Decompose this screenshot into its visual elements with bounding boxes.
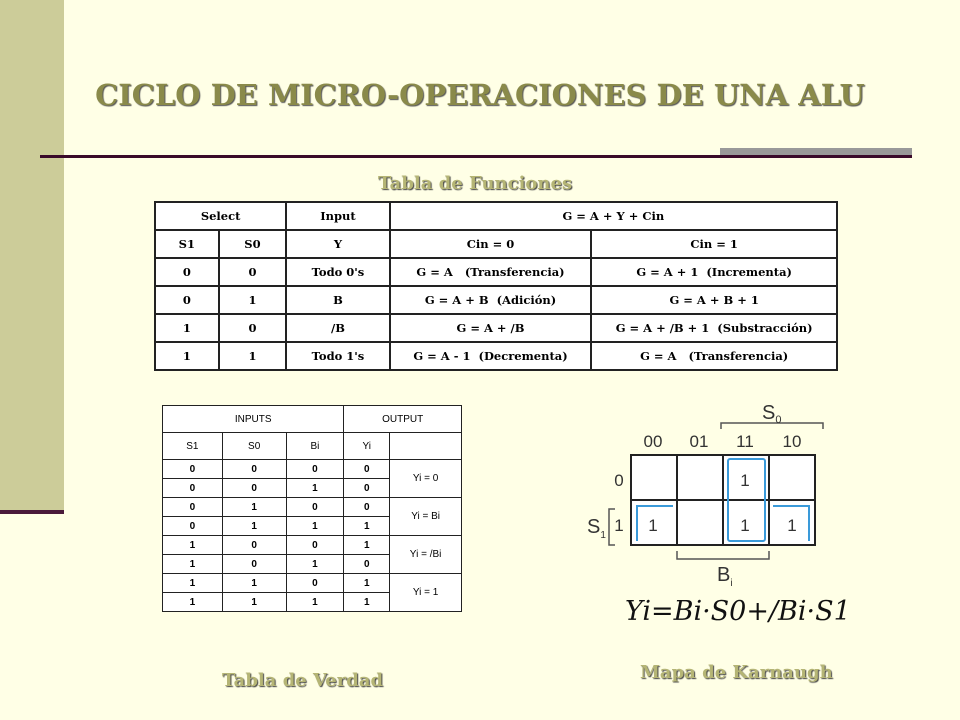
col-label: 01 — [689, 432, 709, 451]
cell-s0: 1 — [222, 574, 286, 593]
cell-s0: 0 — [222, 479, 286, 498]
cell-bi: 1 — [286, 593, 344, 612]
col-var-label: $S_0$ — [762, 402, 782, 426]
cell-yi: 1 — [344, 593, 390, 612]
function-table-subheader — [155, 230, 837, 258]
header-input: Input — [286, 202, 389, 230]
header-bi: Bi — [286, 433, 344, 460]
cell-yi: 0 — [344, 460, 390, 479]
table-row — [155, 314, 837, 342]
row-label: 0 — [614, 471, 624, 490]
header-g-formula: G = A + Y + Cin — [390, 202, 837, 230]
karnaugh-map — [585, 395, 875, 635]
header-yi: Yi — [344, 433, 390, 460]
cell-y: B — [286, 286, 389, 314]
kmap-caption: Mapa de Karnaugh — [640, 662, 833, 683]
cell-s1: 0 — [163, 517, 223, 536]
truth-table — [162, 405, 462, 612]
cell-s1: 0 — [163, 479, 223, 498]
truth-table-subheader — [163, 433, 462, 460]
col-label: 11 — [736, 432, 754, 451]
table-row — [155, 342, 837, 370]
cell-yi: 0 — [344, 479, 390, 498]
table-row — [163, 498, 462, 517]
cell-s0: 1 — [222, 593, 286, 612]
col-label: 00 — [643, 432, 663, 451]
header-s1: S1 — [163, 433, 223, 460]
cell-y: Todo 1's — [286, 342, 389, 370]
truth-table-caption: Tabla de Verdad — [222, 670, 384, 691]
cell-bi: 0 — [286, 536, 344, 555]
cell-s1: 1 — [163, 593, 223, 612]
col-label: 10 — [782, 432, 802, 451]
cell-cin0: G = A - 1 (Decrementa) — [390, 342, 592, 370]
header-inputs: INPUTS — [163, 406, 344, 433]
cell-s1: 0 — [155, 286, 219, 314]
header-s1: S1 — [155, 230, 219, 258]
cell-bi: 0 — [286, 574, 344, 593]
cell-yi: 0 — [344, 498, 390, 517]
cell-cin0: G = A + /B — [390, 314, 592, 342]
header-y: Y — [286, 230, 389, 258]
cell-yi: 0 — [344, 555, 390, 574]
kmap-cell: 1 — [740, 516, 750, 535]
header-s0: S0 — [219, 230, 287, 258]
truth-table-header — [163, 406, 462, 433]
cell-output: Yi = 1 — [390, 574, 462, 612]
cell-s1: 0 — [163, 460, 223, 479]
sidebar-accent-line — [0, 510, 64, 514]
bi-bracket — [677, 551, 769, 559]
header-empty — [390, 433, 462, 460]
header-output: OUTPUT — [344, 406, 462, 433]
header-select: Select — [155, 202, 286, 230]
cell-s1: 1 — [163, 555, 223, 574]
table-row — [163, 574, 462, 593]
function-table-header — [155, 202, 837, 230]
table-row — [155, 258, 837, 286]
title-rule — [40, 155, 912, 158]
table-row — [163, 536, 462, 555]
cell-s1: 0 — [163, 498, 223, 517]
cell-s0: 0 — [222, 555, 286, 574]
cell-bi: 0 — [286, 460, 344, 479]
cell-cin1: G = A (Transferencia) — [591, 342, 837, 370]
header-cin0: Cin = 0 — [390, 230, 592, 258]
cell-s1: 0 — [155, 258, 219, 286]
cell-s1: 1 — [155, 314, 219, 342]
bottom-var-label: $B_i$ — [717, 564, 733, 589]
cell-y: Todo 0's — [286, 258, 389, 286]
cell-s0: 0 — [222, 460, 286, 479]
cell-output: Yi = 0 — [390, 460, 462, 498]
cell-cin0: G = A (Transferencia) — [390, 258, 592, 286]
cell-output: Yi = /Bi — [390, 536, 462, 574]
cell-s0: 1 — [222, 517, 286, 536]
kmap-equation: Yi=Bi·S0+/Bi·S1 — [625, 596, 851, 627]
cell-s0: 0 — [219, 258, 287, 286]
header-s0: S0 — [222, 433, 286, 460]
cell-output: Yi = Bi — [390, 498, 462, 536]
cell-cin0: G = A + B (Adición) — [390, 286, 592, 314]
cell-yi: 1 — [344, 536, 390, 555]
cell-cin1: G = A + 1 (Incrementa) — [591, 258, 837, 286]
cell-y: /B — [286, 314, 389, 342]
kmap-cell: 1 — [740, 471, 750, 490]
cell-bi: 1 — [286, 517, 344, 536]
left-sidebar-band — [0, 0, 64, 514]
cell-bi: 1 — [286, 555, 344, 574]
cell-s1: 1 — [163, 574, 223, 593]
row-var-label: $S_1$ — [587, 516, 606, 541]
cell-cin1: G = A + B + 1 — [591, 286, 837, 314]
table-row — [163, 460, 462, 479]
kmap-cell: 1 — [648, 516, 658, 535]
cell-cin1: G = A + /B + 1 (Substracción) — [591, 314, 837, 342]
cell-s0: 1 — [219, 342, 287, 370]
table-row — [155, 286, 837, 314]
header-cin1: Cin = 1 — [591, 230, 837, 258]
kmap-cell: 1 — [787, 516, 797, 535]
cell-yi: 1 — [344, 517, 390, 536]
cell-s0: 0 — [222, 536, 286, 555]
function-table — [154, 201, 838, 371]
slide-title: CICLO DE MICRO-OPERACIONES DE UNA ALU — [95, 78, 865, 112]
cell-s1: 1 — [155, 342, 219, 370]
cell-s0: 1 — [222, 498, 286, 517]
cell-s1: 1 — [163, 536, 223, 555]
func-table-caption: Tabla de Funciones — [378, 173, 573, 194]
cell-yi: 1 — [344, 574, 390, 593]
cell-bi: 0 — [286, 498, 344, 517]
row-label: 1 — [614, 516, 624, 535]
cell-s0: 1 — [219, 286, 287, 314]
cell-bi: 1 — [286, 479, 344, 498]
cell-s0: 0 — [219, 314, 287, 342]
